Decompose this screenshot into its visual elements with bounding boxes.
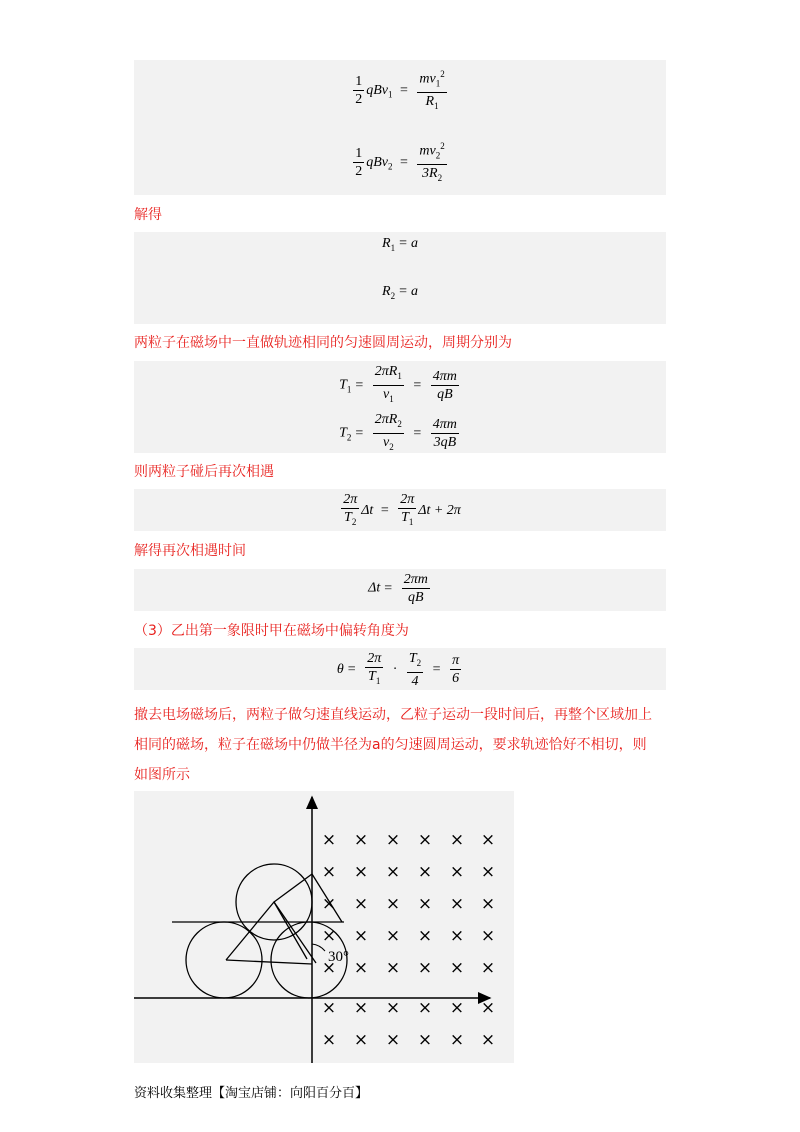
- equation-line-2: $\frac{1}{2}$ qBv$_2$ = $\frac{mv_2^2}{3R_2}$: [134, 138, 666, 187]
- motion-text: 两粒子在磁场中一直做轨迹相同的匀速圆周运动，周期分别为: [134, 335, 512, 351]
- field-cross-marker: ×: [353, 998, 369, 1018]
- field-cross-marker: ×: [417, 1030, 433, 1050]
- trajectory-figure: [134, 791, 514, 1063]
- field-cross-marker: ×: [385, 1030, 401, 1050]
- equation-t2: $T_2$ = $\frac{2\pi R_2}{v_2}$ = $\frac{4\pi m}{3qB}$: [339, 412, 457, 452]
- trajectory-circle-left: [186, 922, 262, 998]
- equation-line-1: $\frac{1}{2}$ qBv$_1$ = $\frac{mv_1^2}{R_1}$: [134, 66, 666, 115]
- paragraph-line-2: 相同的磁场，粒子在磁场中仍做半径为a的匀速圆周运动，要求轨迹恰好不相切，则: [134, 737, 647, 753]
- field-cross-marker: ×: [449, 894, 465, 914]
- explanation-paragraph: [134, 700, 666, 790]
- field-cross-marker: ×: [321, 998, 337, 1018]
- equation-theta: θ = $\frac{2\pi}{T_1}$ · $\frac{T_2}{4}$ = $\frac{\pi}{6}$: [336, 651, 460, 689]
- equation-block-4: [134, 489, 666, 531]
- equation-dt: Δt = $\frac{2\pi m}{qB}$: [368, 572, 428, 605]
- equation-block-1: [134, 60, 666, 195]
- field-cross-marker: ×: [417, 998, 433, 1018]
- equation-r2: $R_2 = a$: [382, 284, 418, 301]
- field-cross-marker: ×: [353, 894, 369, 914]
- meet-time-text: 解得再次相遇时间: [134, 543, 246, 559]
- equation-r1: $R_1 = a$: [382, 236, 418, 253]
- equation-block-3: [134, 361, 666, 453]
- solve-label: 解得: [134, 207, 162, 223]
- field-cross-marker: ×: [480, 998, 496, 1018]
- radius-line-1: [226, 960, 312, 964]
- field-cross-marker: ×: [385, 862, 401, 882]
- equation-block-6: [134, 648, 666, 690]
- paragraph-line-3: 如图所示: [134, 767, 190, 783]
- paragraph-line-1: 撤去电场磁场后，两粒子做匀速直线运动，乙粒子运动一段时间后，再整个区域加上: [134, 707, 652, 723]
- magnetic-field-markers: [322, 830, 495, 1050]
- field-cross-marker: ×: [480, 926, 496, 946]
- angle-label: 30°: [328, 949, 349, 965]
- field-cross-marker: ×: [449, 1030, 465, 1050]
- field-cross-marker: ×: [321, 958, 337, 978]
- equation-block-5: [134, 569, 666, 611]
- part3-text: （3）乙出第一象限时甲在磁场中偏转角度为: [134, 623, 409, 639]
- field-cross-marker: ×: [480, 958, 496, 978]
- field-cross-marker: ×: [449, 998, 465, 1018]
- field-cross-marker: ×: [480, 894, 496, 914]
- field-cross-marker: ×: [449, 830, 465, 850]
- radius-line-4: [274, 902, 316, 963]
- field-cross-marker: ×: [321, 862, 337, 882]
- radius-line-2: [274, 874, 312, 902]
- field-cross-marker: ×: [417, 830, 433, 850]
- field-cross-marker: ×: [353, 830, 369, 850]
- field-cross-marker: ×: [417, 894, 433, 914]
- field-cross-marker: ×: [385, 926, 401, 946]
- field-cross-marker: ×: [417, 862, 433, 882]
- field-cross-marker: ×: [449, 958, 465, 978]
- equation-meet: $\frac{2\pi}{T_2}$ Δt = $\frac{2\pi}{T_1}$ Δt + 2π: [343, 492, 461, 527]
- field-cross-marker: ×: [353, 1030, 369, 1050]
- meet-text: 则两粒子碰后再次相遇: [134, 464, 274, 480]
- field-cross-marker: ×: [321, 1030, 337, 1050]
- field-cross-marker: ×: [449, 926, 465, 946]
- field-cross-marker: ×: [385, 830, 401, 850]
- field-cross-marker: ×: [353, 862, 369, 882]
- field-cross-marker: ×: [321, 830, 337, 850]
- field-cross-marker: ×: [385, 894, 401, 914]
- field-cross-marker: ×: [417, 958, 433, 978]
- field-cross-marker: ×: [480, 862, 496, 882]
- trajectory-diagram: [134, 791, 514, 1063]
- field-cross-marker: ×: [353, 958, 369, 978]
- field-cross-marker: ×: [480, 1030, 496, 1050]
- equation-block-2: [134, 232, 666, 324]
- field-cross-marker: ×: [321, 894, 337, 914]
- equation-t1: $T_1$ = $\frac{2\pi R_1}{v_1}$ = $\frac{4\pi m}{qB}$: [339, 364, 457, 404]
- footer-credit: 资料收集整理【淘宝店铺：向阳百分百】: [134, 1086, 369, 1101]
- field-cross-marker: ×: [385, 958, 401, 978]
- field-cross-marker: ×: [449, 862, 465, 882]
- field-cross-marker: ×: [353, 926, 369, 946]
- field-cross-marker: ×: [385, 998, 401, 1018]
- field-cross-marker: ×: [321, 926, 337, 946]
- geometry-lines: [226, 902, 307, 960]
- field-cross-marker: ×: [417, 926, 433, 946]
- field-cross-marker: ×: [480, 830, 496, 850]
